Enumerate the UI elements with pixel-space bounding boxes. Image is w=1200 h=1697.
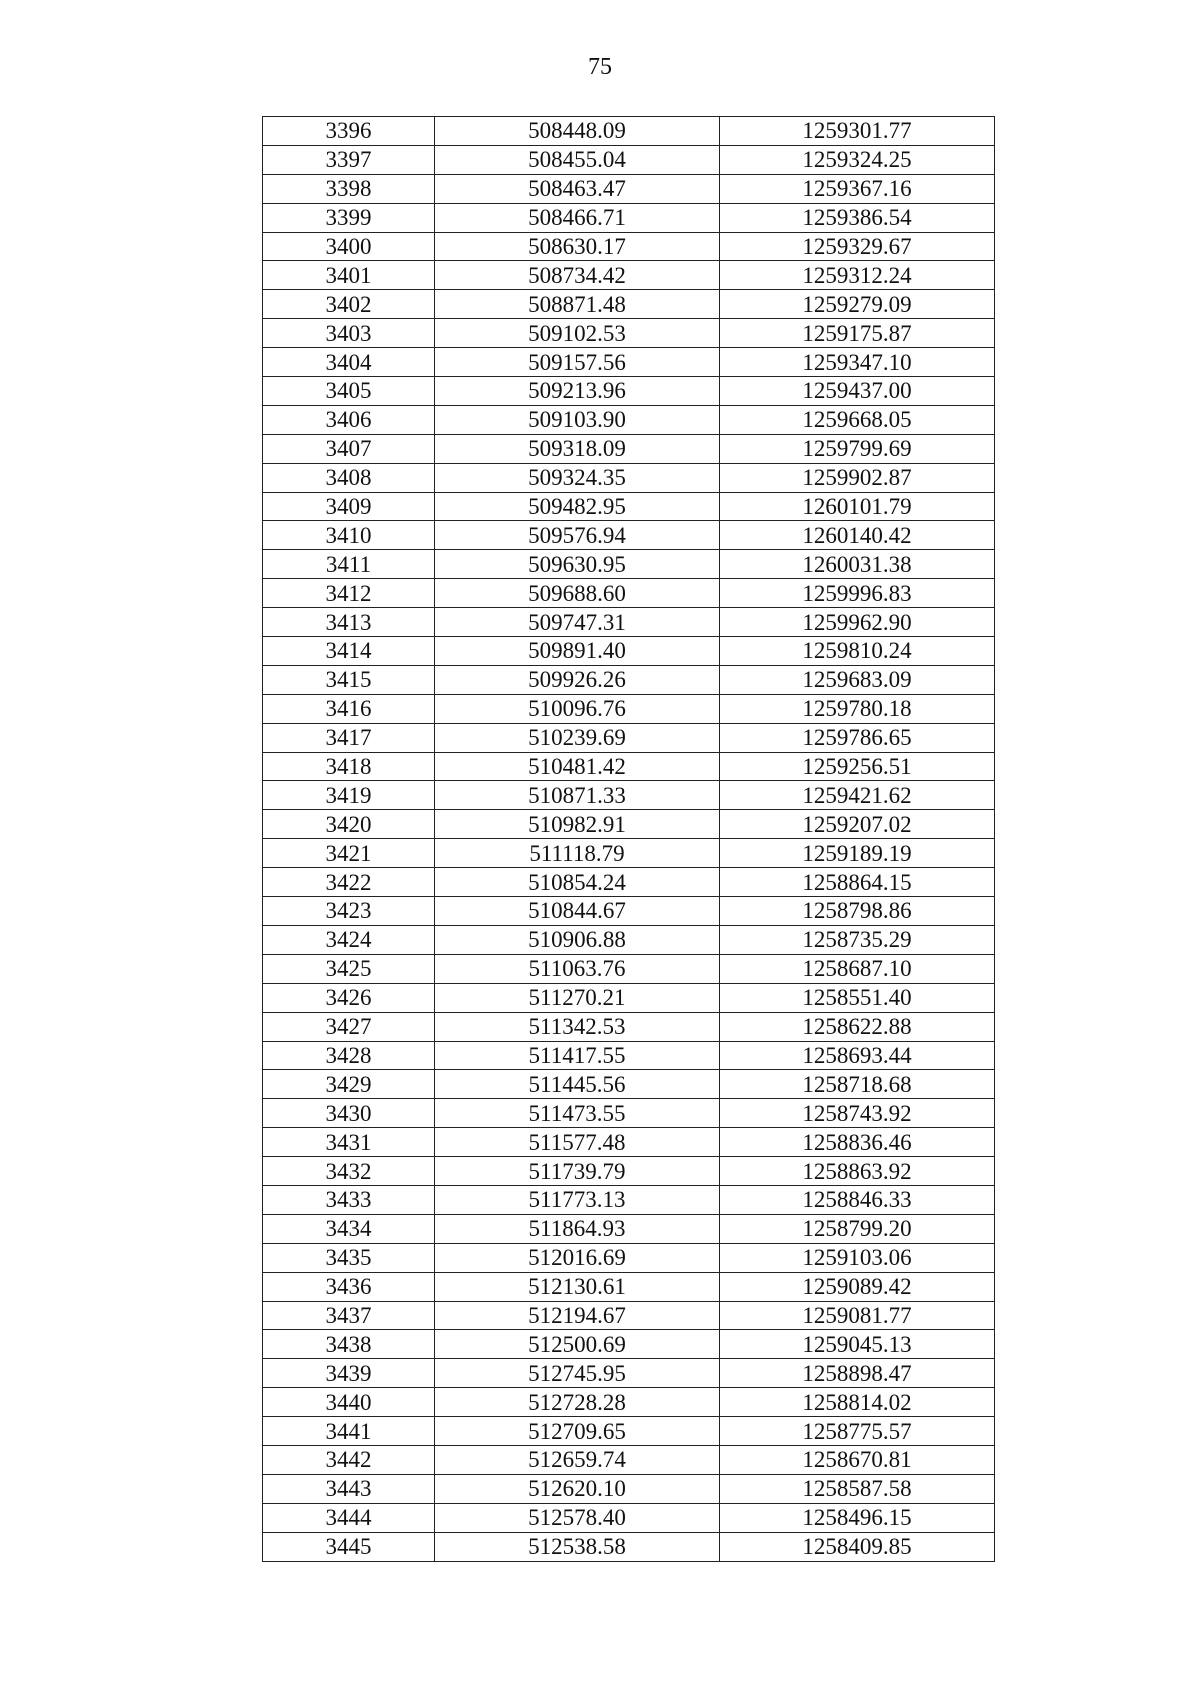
point-number-cell: 3404 <box>263 348 435 377</box>
y-coordinate-cell: 1260101.79 <box>720 492 995 521</box>
point-number-cell: 3410 <box>263 521 435 550</box>
table-row <box>263 954 995 983</box>
table-row <box>263 174 995 203</box>
x-coordinate-cell: 510854.24 <box>435 868 720 897</box>
y-coordinate-cell: 1259668.05 <box>720 405 995 434</box>
x-coordinate-cell: 510844.67 <box>435 897 720 926</box>
y-coordinate-cell: 1258799.20 <box>720 1214 995 1243</box>
x-coordinate-cell: 509103.90 <box>435 405 720 434</box>
point-number-cell: 3411 <box>263 550 435 579</box>
point-number-cell: 3440 <box>263 1388 435 1417</box>
y-coordinate-cell: 1258587.58 <box>720 1474 995 1503</box>
y-coordinate-cell: 1259996.83 <box>720 579 995 608</box>
table-row <box>263 637 995 666</box>
table-row <box>263 983 995 1012</box>
point-number-cell: 3399 <box>263 203 435 232</box>
table-row <box>263 694 995 723</box>
x-coordinate-cell: 509747.31 <box>435 608 720 637</box>
table-row <box>263 1474 995 1503</box>
table-row <box>263 290 995 319</box>
x-coordinate-cell: 509157.56 <box>435 348 720 377</box>
table-row <box>263 203 995 232</box>
x-coordinate-cell: 509102.53 <box>435 319 720 348</box>
x-coordinate-cell: 511270.21 <box>435 983 720 1012</box>
y-coordinate-cell: 1259324.25 <box>720 145 995 174</box>
table-body <box>263 117 995 1562</box>
table-row <box>263 521 995 550</box>
y-coordinate-cell: 1259089.42 <box>720 1272 995 1301</box>
table-row <box>263 319 995 348</box>
y-coordinate-cell: 1258409.85 <box>720 1532 995 1561</box>
point-number-cell: 3444 <box>263 1503 435 1532</box>
x-coordinate-cell: 509926.26 <box>435 665 720 694</box>
point-number-cell: 3416 <box>263 694 435 723</box>
y-coordinate-cell: 1258836.46 <box>720 1128 995 1157</box>
x-coordinate-cell: 508455.04 <box>435 145 720 174</box>
y-coordinate-cell: 1258496.15 <box>720 1503 995 1532</box>
x-coordinate-cell: 512538.58 <box>435 1532 720 1561</box>
x-coordinate-cell: 508871.48 <box>435 290 720 319</box>
table-row <box>263 1532 995 1561</box>
table-row <box>263 1214 995 1243</box>
point-number-cell: 3413 <box>263 608 435 637</box>
table-row <box>263 1388 995 1417</box>
table-row <box>263 1070 995 1099</box>
point-number-cell: 3434 <box>263 1214 435 1243</box>
y-coordinate-cell: 1259780.18 <box>720 694 995 723</box>
table-row <box>263 752 995 781</box>
point-number-cell: 3396 <box>263 117 435 146</box>
x-coordinate-cell: 510239.69 <box>435 723 720 752</box>
table-row <box>263 1330 995 1359</box>
point-number-cell: 3423 <box>263 897 435 926</box>
point-number-cell: 3443 <box>263 1474 435 1503</box>
table-row <box>263 1012 995 1041</box>
table-row <box>263 723 995 752</box>
x-coordinate-cell: 508448.09 <box>435 117 720 146</box>
point-number-cell: 3401 <box>263 261 435 290</box>
point-number-cell: 3417 <box>263 723 435 752</box>
table-row <box>263 925 995 954</box>
y-coordinate-cell: 1259799.69 <box>720 434 995 463</box>
x-coordinate-cell: 512500.69 <box>435 1330 720 1359</box>
point-number-cell: 3426 <box>263 983 435 1012</box>
table-row <box>263 1417 995 1446</box>
table-row <box>263 608 995 637</box>
point-number-cell: 3415 <box>263 665 435 694</box>
x-coordinate-cell: 509891.40 <box>435 637 720 666</box>
point-number-cell: 3425 <box>263 954 435 983</box>
point-number-cell: 3406 <box>263 405 435 434</box>
table-row <box>263 665 995 694</box>
table-row <box>263 261 995 290</box>
x-coordinate-cell: 509688.60 <box>435 579 720 608</box>
point-number-cell: 3407 <box>263 434 435 463</box>
y-coordinate-cell: 1259279.09 <box>720 290 995 319</box>
page-number: 75 <box>588 54 612 80</box>
y-coordinate-cell: 1258864.15 <box>720 868 995 897</box>
table-row <box>263 897 995 926</box>
x-coordinate-cell: 511577.48 <box>435 1128 720 1157</box>
point-number-cell: 3429 <box>263 1070 435 1099</box>
x-coordinate-cell: 510871.33 <box>435 781 720 810</box>
x-coordinate-cell: 509318.09 <box>435 434 720 463</box>
y-coordinate-cell: 1258798.86 <box>720 897 995 926</box>
point-number-cell: 3439 <box>263 1359 435 1388</box>
y-coordinate-cell: 1259962.90 <box>720 608 995 637</box>
y-coordinate-cell: 1259103.06 <box>720 1243 995 1272</box>
y-coordinate-cell: 1258687.10 <box>720 954 995 983</box>
y-coordinate-cell: 1259207.02 <box>720 810 995 839</box>
point-number-cell: 3402 <box>263 290 435 319</box>
table-row <box>263 839 995 868</box>
y-coordinate-cell: 1259683.09 <box>720 665 995 694</box>
y-coordinate-cell: 1259902.87 <box>720 463 995 492</box>
point-number-cell: 3418 <box>263 752 435 781</box>
point-number-cell: 3412 <box>263 579 435 608</box>
point-number-cell: 3419 <box>263 781 435 810</box>
table-row <box>263 1243 995 1272</box>
table-row <box>263 1272 995 1301</box>
point-number-cell: 3431 <box>263 1128 435 1157</box>
y-coordinate-cell: 1258775.57 <box>720 1417 995 1446</box>
y-coordinate-cell: 1258846.33 <box>720 1185 995 1214</box>
point-number-cell: 3398 <box>263 174 435 203</box>
x-coordinate-cell: 512620.10 <box>435 1474 720 1503</box>
y-coordinate-cell: 1259301.77 <box>720 117 995 146</box>
x-coordinate-cell: 508734.42 <box>435 261 720 290</box>
table-row <box>263 810 995 839</box>
point-number-cell: 3437 <box>263 1301 435 1330</box>
y-coordinate-cell: 1258898.47 <box>720 1359 995 1388</box>
table-row <box>263 377 995 406</box>
point-number-cell: 3445 <box>263 1532 435 1561</box>
point-number-cell: 3414 <box>263 637 435 666</box>
table-row <box>263 1301 995 1330</box>
x-coordinate-cell: 508466.71 <box>435 203 720 232</box>
y-coordinate-cell: 1258693.44 <box>720 1041 995 1070</box>
x-coordinate-cell: 512728.28 <box>435 1388 720 1417</box>
point-number-cell: 3405 <box>263 377 435 406</box>
table-row <box>263 1099 995 1128</box>
point-number-cell: 3424 <box>263 925 435 954</box>
x-coordinate-cell: 510481.42 <box>435 752 720 781</box>
table-row <box>263 1185 995 1214</box>
y-coordinate-cell: 1259810.24 <box>720 637 995 666</box>
point-number-cell: 3432 <box>263 1157 435 1186</box>
point-number-cell: 3408 <box>263 463 435 492</box>
table-row <box>263 1359 995 1388</box>
point-number-cell: 3421 <box>263 839 435 868</box>
point-number-cell: 3397 <box>263 145 435 174</box>
x-coordinate-cell: 508630.17 <box>435 232 720 261</box>
x-coordinate-cell: 511118.79 <box>435 839 720 868</box>
point-number-cell: 3442 <box>263 1445 435 1474</box>
y-coordinate-cell: 1258743.92 <box>720 1099 995 1128</box>
x-coordinate-cell: 509576.94 <box>435 521 720 550</box>
point-number-cell: 3403 <box>263 319 435 348</box>
y-coordinate-cell: 1259256.51 <box>720 752 995 781</box>
y-coordinate-cell: 1259786.65 <box>720 723 995 752</box>
x-coordinate-cell: 511063.76 <box>435 954 720 983</box>
x-coordinate-cell: 512130.61 <box>435 1272 720 1301</box>
point-number-cell: 3400 <box>263 232 435 261</box>
x-coordinate-cell: 511342.53 <box>435 1012 720 1041</box>
x-coordinate-cell: 511417.55 <box>435 1041 720 1070</box>
table-row <box>263 1445 995 1474</box>
x-coordinate-cell: 512709.65 <box>435 1417 720 1446</box>
x-coordinate-cell: 511773.13 <box>435 1185 720 1214</box>
table-row <box>263 348 995 377</box>
x-coordinate-cell: 511445.56 <box>435 1070 720 1099</box>
y-coordinate-cell: 1259386.54 <box>720 203 995 232</box>
coordinate-table <box>262 116 995 1562</box>
y-coordinate-cell: 1259347.10 <box>720 348 995 377</box>
table-row <box>263 405 995 434</box>
table-row <box>263 1041 995 1070</box>
y-coordinate-cell: 1259437.00 <box>720 377 995 406</box>
table-row <box>263 1503 995 1532</box>
y-coordinate-cell: 1259421.62 <box>720 781 995 810</box>
table-row <box>263 868 995 897</box>
y-coordinate-cell: 1259329.67 <box>720 232 995 261</box>
x-coordinate-cell: 509482.95 <box>435 492 720 521</box>
y-coordinate-cell: 1258814.02 <box>720 1388 995 1417</box>
x-coordinate-cell: 511864.93 <box>435 1214 720 1243</box>
y-coordinate-cell: 1259189.19 <box>720 839 995 868</box>
table-row <box>263 492 995 521</box>
table-row <box>263 434 995 463</box>
table-row <box>263 145 995 174</box>
table-row <box>263 463 995 492</box>
point-number-cell: 3436 <box>263 1272 435 1301</box>
x-coordinate-cell: 510906.88 <box>435 925 720 954</box>
y-coordinate-cell: 1258551.40 <box>720 983 995 1012</box>
x-coordinate-cell: 509213.96 <box>435 377 720 406</box>
x-coordinate-cell: 512016.69 <box>435 1243 720 1272</box>
y-coordinate-cell: 1259045.13 <box>720 1330 995 1359</box>
y-coordinate-cell: 1258670.81 <box>720 1445 995 1474</box>
x-coordinate-cell: 511739.79 <box>435 1157 720 1186</box>
x-coordinate-cell: 511473.55 <box>435 1099 720 1128</box>
y-coordinate-cell: 1258718.68 <box>720 1070 995 1099</box>
table-row <box>263 550 995 579</box>
point-number-cell: 3435 <box>263 1243 435 1272</box>
y-coordinate-cell: 1260140.42 <box>720 521 995 550</box>
table-row <box>263 232 995 261</box>
x-coordinate-cell: 509630.95 <box>435 550 720 579</box>
x-coordinate-cell: 512745.95 <box>435 1359 720 1388</box>
y-coordinate-cell: 1258863.92 <box>720 1157 995 1186</box>
point-number-cell: 3441 <box>263 1417 435 1446</box>
table-row <box>263 1157 995 1186</box>
table-row <box>263 1128 995 1157</box>
point-number-cell: 3428 <box>263 1041 435 1070</box>
x-coordinate-cell: 512578.40 <box>435 1503 720 1532</box>
point-number-cell: 3420 <box>263 810 435 839</box>
x-coordinate-cell: 510982.91 <box>435 810 720 839</box>
point-number-cell: 3433 <box>263 1185 435 1214</box>
table-row <box>263 781 995 810</box>
x-coordinate-cell: 512194.67 <box>435 1301 720 1330</box>
point-number-cell: 3422 <box>263 868 435 897</box>
point-number-cell: 3430 <box>263 1099 435 1128</box>
point-number-cell: 3438 <box>263 1330 435 1359</box>
y-coordinate-cell: 1260031.38 <box>720 550 995 579</box>
y-coordinate-cell: 1258622.88 <box>720 1012 995 1041</box>
y-coordinate-cell: 1258735.29 <box>720 925 995 954</box>
point-number-cell: 3409 <box>263 492 435 521</box>
x-coordinate-cell: 512659.74 <box>435 1445 720 1474</box>
table-row <box>263 579 995 608</box>
y-coordinate-cell: 1259175.87 <box>720 319 995 348</box>
y-coordinate-cell: 1259081.77 <box>720 1301 995 1330</box>
y-coordinate-cell: 1259312.24 <box>720 261 995 290</box>
table-row <box>263 117 995 146</box>
x-coordinate-cell: 509324.35 <box>435 463 720 492</box>
point-number-cell: 3427 <box>263 1012 435 1041</box>
y-coordinate-cell: 1259367.16 <box>720 174 995 203</box>
x-coordinate-cell: 510096.76 <box>435 694 720 723</box>
x-coordinate-cell: 508463.47 <box>435 174 720 203</box>
